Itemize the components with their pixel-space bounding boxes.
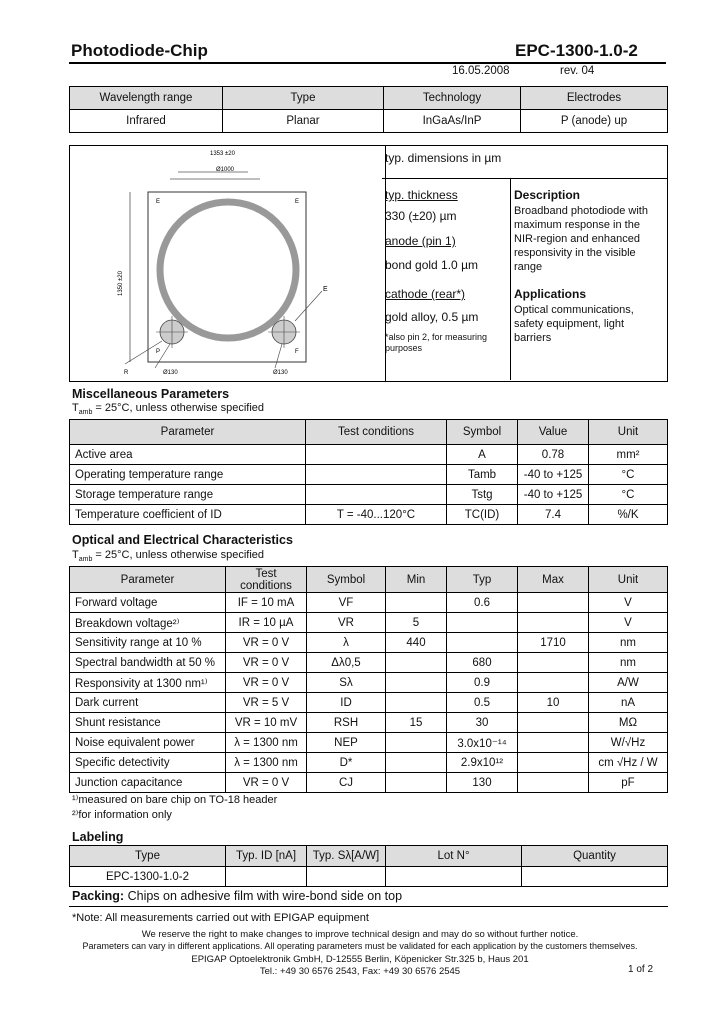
table-row [70, 773, 668, 793]
t-subscript: amb [78, 409, 93, 417]
footer-line-3: EPIGAP Optoelektronik GmbH, D-12555 Berlin, Köpenicker Str.325 b, Haus 201 [191, 954, 529, 965]
table-cell: 440 [386, 633, 447, 653]
table-cell [386, 693, 447, 713]
summary-table [69, 86, 668, 133]
table-cell: RSH [307, 713, 386, 733]
table-row [70, 733, 668, 753]
table-cell: Spectral bandwidth at 50 % [70, 653, 226, 673]
dim-pad-right: Ø130 [273, 370, 288, 376]
table-cell [386, 733, 447, 753]
table-cell: 30 [447, 713, 518, 733]
table-row [70, 693, 668, 713]
anode-value: bond gold 1.0 µm [385, 258, 478, 272]
info-vdivider [510, 178, 511, 380]
header-cell: Test conditions [306, 420, 447, 445]
table-cell: Tamb [447, 465, 518, 485]
table-cell: Forward voltage [70, 593, 226, 613]
table-cell [518, 773, 589, 793]
table-cell: ID [307, 693, 386, 713]
table-cell: IF = 10 mA [226, 593, 307, 613]
table-cell [518, 753, 589, 773]
table-cell: Temperature coefficient of ID [70, 505, 306, 525]
header-cell: Symbol [447, 420, 518, 445]
dimensions-note: typ. dimensions in µm [385, 151, 502, 165]
table-cell: 15 [386, 713, 447, 733]
table-cell: -40 to +125 [518, 465, 589, 485]
table-cell: Δλ0,5 [307, 653, 386, 673]
table-cell: VR = 0 V [226, 653, 307, 673]
table-cell [386, 673, 447, 693]
date: 16.05.2008 [452, 65, 510, 77]
optical-conditions [72, 549, 264, 563]
table-cell [386, 867, 522, 887]
label-e1: E [156, 199, 161, 205]
table-cell: °C [589, 465, 668, 485]
table-cell: 130 [447, 773, 518, 793]
table-row [70, 593, 668, 613]
header-cell: Electrodes [521, 87, 668, 110]
packing-label: Packing: [72, 889, 125, 903]
header-cell: Unit [589, 567, 668, 593]
misc-title: Miscellaneous Parameters [72, 387, 230, 401]
footnote-2: ²⁾for information only [72, 809, 172, 821]
table-cell [518, 733, 589, 753]
table-cell: Breakdown voltage²⁾ [70, 613, 226, 633]
table-row [70, 753, 668, 773]
table-cell: 0.9 [447, 673, 518, 693]
cathode-value: gold alloy, 0.5 µm [385, 310, 479, 324]
header-cell: Min [386, 567, 447, 593]
header-cell: Parameter [70, 420, 306, 445]
applications-text: Optical communications, safety equipment, light barriers [514, 304, 634, 344]
table-cell: λ [307, 633, 386, 653]
header-cell: Lot N° [386, 846, 522, 867]
thickness-value: 330 (±20) µm [385, 209, 457, 223]
label-p: P [156, 349, 161, 355]
table-cell: 2.9x10¹² [447, 753, 518, 773]
table-row [70, 713, 668, 733]
table-cell [518, 713, 589, 733]
table-cell: VR = 0 V [226, 773, 307, 793]
measurement-note: *Note: All measurements carried out with EPIGAP equipment [72, 912, 369, 924]
table-cell: Dark current [70, 693, 226, 713]
table-cell [226, 867, 307, 887]
info-divider [382, 178, 668, 179]
thickness-label: typ. thickness [385, 188, 458, 202]
table-cell [386, 773, 447, 793]
dim-diameter: Ø1000 [216, 167, 235, 173]
t-symbol: T [72, 402, 79, 414]
table-cell: 7.4 [518, 505, 589, 525]
table-cell: 0.78 [518, 445, 589, 465]
table-cell: Sλ [307, 673, 386, 693]
table-cell: Infrared [70, 110, 223, 133]
conditions-text: = 25°C, unless otherwise specified [95, 549, 264, 561]
optical-table [69, 566, 668, 793]
table-row [70, 633, 668, 653]
table-cell: mm² [589, 445, 668, 465]
header-cell: Unit [589, 420, 668, 445]
table-cell: Junction capacitance [70, 773, 226, 793]
t-symbol: T [72, 549, 79, 561]
table-cell: Shunt resistance [70, 713, 226, 733]
table-cell: 10 [518, 693, 589, 713]
misc-table [69, 419, 668, 525]
table-cell: P (anode) up [521, 110, 668, 133]
table-cell: cm √Hz / W [589, 753, 668, 773]
footer-line-1: We reserve the right to make changes to improve technical design and may do so without further notice. [141, 929, 579, 940]
table-cell: TC(ID) [447, 505, 518, 525]
table-cell [522, 867, 668, 887]
label-e2: E [295, 199, 300, 205]
table-cell [447, 613, 518, 633]
cathode-note: *also pin 2, for measuring purposes [385, 332, 488, 353]
table-cell [447, 633, 518, 653]
header-cell: Wavelength range [70, 87, 223, 110]
anode-label: anode (pin 1) [385, 234, 456, 248]
part-number: EPC-1300-1.0-2 [515, 41, 638, 60]
table-cell: 5 [386, 613, 447, 633]
dim-top: 1353 ±20 [210, 151, 235, 157]
chip-drawing [69, 145, 386, 382]
table-cell [306, 465, 447, 485]
packing [72, 889, 402, 903]
table-cell: EPC-1300-1.0-2 [70, 867, 226, 887]
dim-side: 1350 ±20 [118, 271, 124, 296]
table-cell: IR = 10 µA [226, 613, 307, 633]
optical-title: Optical and Electrical Characteristics [72, 533, 293, 547]
table-cell: VR = 10 mV [226, 713, 307, 733]
table-cell [518, 653, 589, 673]
table-cell: VR = 0 V [226, 633, 307, 653]
table-cell: λ = 1300 nm [226, 733, 307, 753]
table-cell: VR = 0 V [226, 673, 307, 693]
header-cell: Type [70, 846, 226, 867]
header-cell: Typ. Sλ[A/W] [307, 846, 386, 867]
table-cell: %/K [589, 505, 668, 525]
table-row [70, 505, 668, 525]
table-cell: °C [589, 485, 668, 505]
table-cell: pF [589, 773, 668, 793]
table-cell: InGaAs/InP [384, 110, 521, 133]
applications-title: Applications [514, 287, 587, 301]
table-cell: A [447, 445, 518, 465]
labeling-table [69, 845, 668, 887]
table-cell [386, 593, 447, 613]
label-e3: E [323, 286, 328, 293]
header-rule [69, 62, 666, 64]
table-cell: nA [589, 693, 668, 713]
cathode-label: cathode (rear*) [385, 287, 466, 301]
table-cell: 1710 [518, 633, 589, 653]
table-row [70, 867, 668, 887]
table-cell: 0.6 [447, 593, 518, 613]
packing-text: Chips on adhesive film with wire-bond side on top [127, 889, 403, 903]
table-cell: VR [307, 613, 386, 633]
labeling-title: Labeling [72, 830, 124, 844]
misc-conditions [72, 402, 264, 416]
table-cell [306, 485, 447, 505]
table-cell: MΩ [589, 713, 668, 733]
header-cell: Max [518, 567, 589, 593]
table-cell: 3.0x10⁻¹⁴ [447, 733, 518, 753]
header-cell: Value [518, 420, 589, 445]
header-cell: Parameter [70, 567, 226, 593]
t-subscript: amb [78, 556, 93, 564]
chip-drawing-svg [70, 146, 385, 381]
table-cell: λ = 1300 nm [226, 753, 307, 773]
table-cell: A/W [589, 673, 668, 693]
table-cell [386, 653, 447, 673]
table-cell: NEP [307, 733, 386, 753]
table-row [70, 445, 668, 465]
dim-pad-left: Ø130 [163, 370, 178, 376]
table-cell: Specific detectivity [70, 753, 226, 773]
table-cell: W/√Hz [589, 733, 668, 753]
label-r: R [124, 370, 129, 376]
header-cell: Symbol [307, 567, 386, 593]
footer-line-4: Tel.: +49 30 6576 2543, Fax: +49 30 6576 2545 [259, 966, 461, 977]
table-cell: nm [589, 653, 668, 673]
table-cell: Sensitivity range at 10 % [70, 633, 226, 653]
header-cell: Technology [384, 87, 521, 110]
table-cell: Storage temperature range [70, 485, 306, 505]
table-cell: VR = 5 V [226, 693, 307, 713]
footer-line-2: Parameters can vary in different applications. All operating parameters must be validated for each application by the customers themselves. [82, 941, 638, 951]
table-cell [307, 867, 386, 887]
table-cell [518, 593, 589, 613]
table-cell: CJ [307, 773, 386, 793]
table-cell: Operating temperature range [70, 465, 306, 485]
header-cell: Quantity [522, 846, 668, 867]
packing-rule [69, 906, 668, 907]
table-cell: 680 [447, 653, 518, 673]
label-f: F [295, 349, 299, 355]
table-cell: Tstg [447, 485, 518, 505]
header-cell: Typ. ID [nA] [226, 846, 307, 867]
table-cell [518, 673, 589, 693]
page-number: 1 of 2 [628, 964, 654, 975]
conditions-text: = 25°C, unless otherwise specified [95, 402, 264, 414]
table-cell: Active area [70, 445, 306, 465]
description-title: Description [514, 188, 581, 202]
description-text: Broadband photodiode with maximum response in the NIR-region and enhanced responsivity in the visible range [514, 205, 648, 273]
revision: rev. 04 [560, 65, 595, 77]
table-row [70, 613, 668, 633]
table-cell: Planar [223, 110, 384, 133]
document-title: Photodiode-Chip [71, 41, 208, 60]
table-cell [518, 613, 589, 633]
header-cell: Typ [447, 567, 518, 593]
footnote-1: ¹⁾measured on bare chip on TO-18 header [72, 794, 278, 806]
table-cell: VF [307, 593, 386, 613]
table-cell: Responsivity at 1300 nm¹⁾ [70, 673, 226, 693]
table-cell: nm [589, 633, 668, 653]
table-cell: -40 to +125 [518, 485, 589, 505]
table-row [70, 653, 668, 673]
table-cell [306, 445, 447, 465]
header-cell: Test conditions [226, 567, 307, 593]
table-cell: 0.5 [447, 693, 518, 713]
table-row [70, 673, 668, 693]
table-cell [386, 753, 447, 773]
table-cell: V [589, 593, 668, 613]
table-row [70, 485, 668, 505]
table-cell: Noise equivalent power [70, 733, 226, 753]
table-cell: D* [307, 753, 386, 773]
table-cell: V [589, 613, 668, 633]
header-cell: Type [223, 87, 384, 110]
table-row [70, 465, 668, 485]
table-cell: T = -40...120°C [306, 505, 447, 525]
